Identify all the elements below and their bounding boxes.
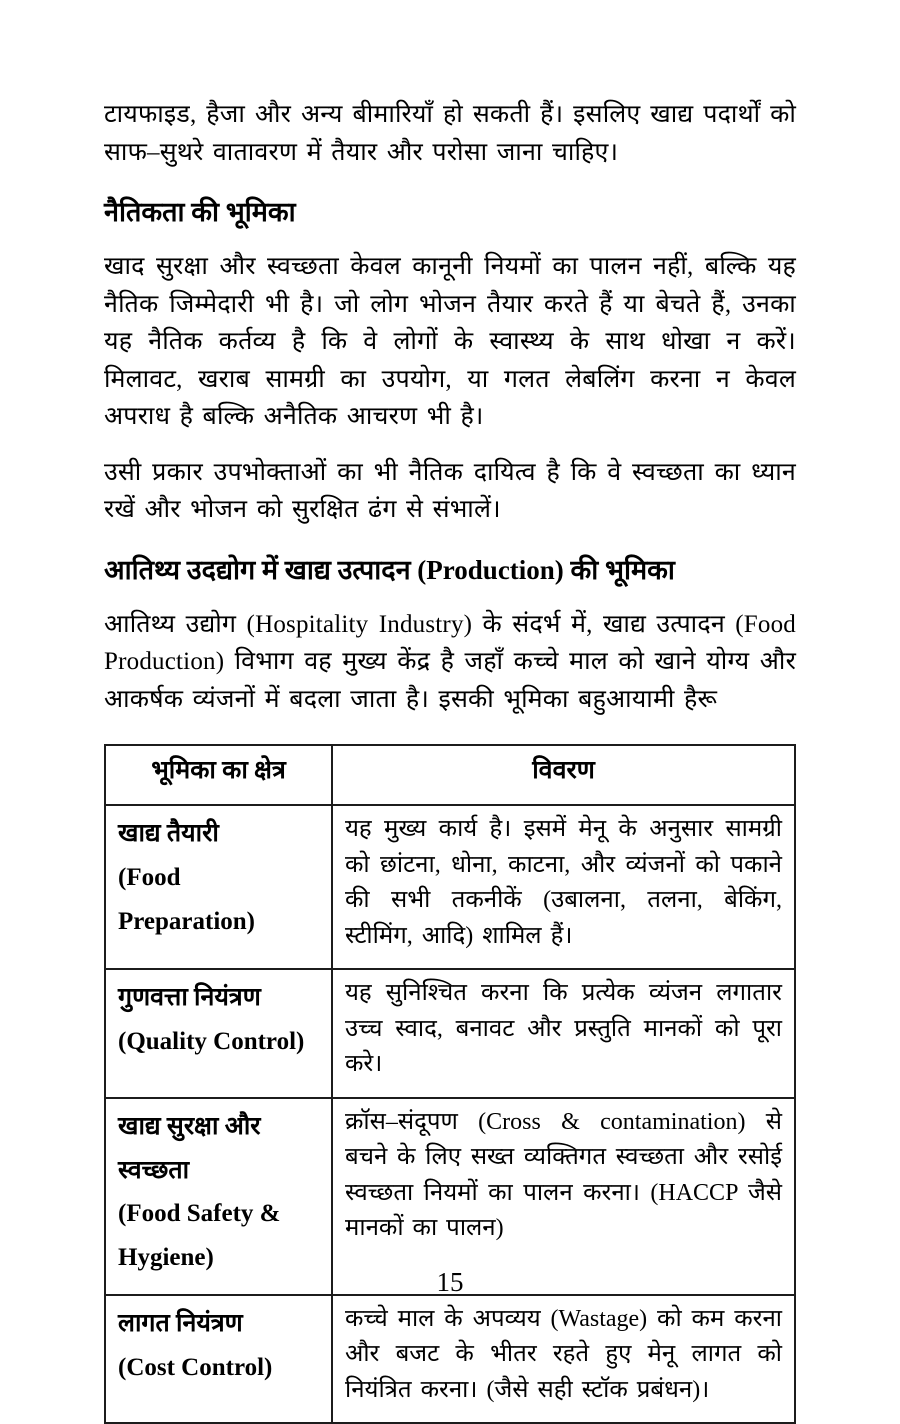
role-area-hindi: लागत नियंत्रण [118, 1309, 243, 1337]
role-detail-cell: यह सुनिश्चित करना कि प्रत्येक व्यंजन लगातार उच्च स्वाद, बनावट और प्रस्तुति मानकों को पूरा करे। [332, 969, 795, 1098]
paragraph-intro: टायफाइड, हैजा और अन्य बीमारियाँ हो सकती हैं। इसलिए खाद्य पदार्थों को साफ–सुथरे वातावरण में तैयार और परोसा जाना चाहिए। [104, 101, 796, 166]
production-roles-table [104, 744, 796, 1424]
role-area-english: (Food Safety & Hygiene) [118, 1200, 281, 1272]
role-area-english: (Food Preparation) [118, 863, 256, 935]
table-row-quality-control [105, 969, 795, 1098]
role-area-hindi: खाद्य तैयारी [118, 820, 219, 848]
column-header-role-area: भूमिका का क्षेत्र [105, 745, 332, 805]
heading-ethics-role: नैतिकता की भूमिका [104, 197, 296, 227]
paragraph-production: आतिथ्य उद्योग (Hospitality Industry) के संदर्भ में, खाद्य उत्पादन (Food Production) विभाग वह मुख्य केंद्र है जहाँ कच्चे माल को खाने योग्य और आकर्षक व्यंजनों में बदला जाता है। इसकी भूमिका बहुआयामी हैरू [104, 610, 796, 713]
page-number: 15 [436, 1267, 464, 1297]
column-header-details: विवरण [332, 745, 795, 805]
role-area-cell [105, 1295, 332, 1424]
role-area-hindi: गुणवत्ता नियंत्रण [118, 984, 261, 1012]
table-row-cost-control [105, 1295, 795, 1424]
role-area-english: (Quality Control) [118, 1028, 305, 1055]
paragraph-ethics-1: खाद सुरक्षा और स्वच्छता केवल कानूनी नियमों का पालन नहीं, बल्कि यह नैतिक जिम्मेदारी भी है। जो लोग भोजन तैयार करते हैं या बेचते हैं, उनका यह नैतिक कर्तव्य है कि वे लोगों के स्वास्थ्य के साथ धोखा न करें। मिलावट, खराब सामग्री का उपयोग, या गलत लेबलिंग करना न केवल अपराध है बल्कि अनैतिक आचरण भी है। [104, 253, 796, 431]
paragraph-ethics-2: उसी प्रकार उपभोक्ताओं का भी नैतिक दायित्व है कि वे स्वच्छता का ध्यान रखें और भोजन को सुरक्षित ढंग से संभालें। [104, 458, 796, 524]
role-area-cell [105, 805, 332, 969]
table-row-food-preparation [105, 805, 795, 969]
role-detail-cell: क्रॉस–संदूपण (Cross & contamination) से बचने के लिए सख्त व्यक्तिगत स्वच्छता और रसोई स्वच्छता नियमों का पालन करना। (HACCP जैसे मानकों का पालन) [332, 1098, 795, 1295]
role-detail-cell: कच्चे माल के अपव्यय (Wastage) को कम करना और बजट के भीतर रहते हुए मेनू लागत को नियंत्रित करना। (जैसे सही स्टॉक प्रबंधन)। [332, 1295, 795, 1424]
table-header-row [105, 745, 795, 805]
role-detail-cell: यह मुख्य कार्य है। इसमें मेनू के अनुसार सामग्री को छांटना, धोना, काटना, और व्यंजनों को पकाने की सभी तकनीकें (उबालना, तलना, बेकिंग, स्टीमिंग, आदि) शामिल हैं। [332, 805, 795, 969]
role-area-english: (Cost Control) [118, 1353, 273, 1381]
role-area-cell [105, 1098, 332, 1295]
heading-production-role: आतिथ्य उदद्योग में खाद्य उत्पादन (Production) की भूमिका [104, 554, 675, 585]
table-row-food-safety-hygiene [105, 1098, 795, 1295]
role-area-cell [105, 969, 332, 1098]
role-area-hindi: खाद्य सुरक्षा और स्वच्छता [118, 1112, 261, 1184]
